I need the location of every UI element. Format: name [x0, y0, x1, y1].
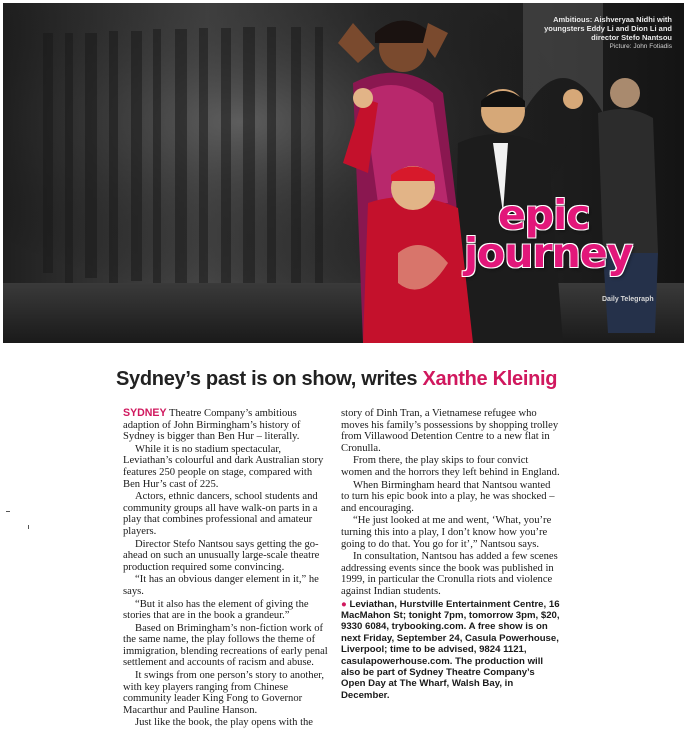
- paragraph: From there, the play skips to four convict women and the horrors they left behind in England.: [341, 455, 560, 478]
- feature-photo: [3, 3, 684, 343]
- paragraph: [123, 408, 329, 443]
- title-word-journey: journey: [464, 229, 633, 277]
- feature-title: [464, 191, 633, 277]
- paragraph: “It has an obvious danger element in it,” he says.: [123, 574, 319, 597]
- paragraph: “He just looked at me and went, ‘What, you’re turning this into a play, I don’t know how you’re going to do that. You go for it’,” Nantsou says.: [341, 515, 552, 550]
- paragraph: Based on Brimingham’s non-fiction work of the same name, the play follows the theme of immigration, blending recreations of early penal settlement and accounts of racism and abuse.: [123, 622, 328, 669]
- byline: Xanthe Kleinig: [422, 368, 558, 390]
- headline-text: Sydney’s past is on show, writes: [116, 368, 423, 390]
- bullet-icon: ●: [341, 598, 347, 610]
- article-column-2: [341, 408, 560, 702]
- masthead-label: Daily Telegraph: [602, 296, 654, 303]
- event-info-text: Leviathan, Hurstville Entertainment Centre, 16 MacMahon St; tonight 7pm, tomorrow 3pm, $20, 9330 6084, trybooking.com. A free show is on next Friday, September 24, Casula Powerhouse, Liverpool; time to be advised, 9824 1121, casulapowerhouse.com. The production will also be part of Sydney Theatre Company’s Open Day at The Wharf, Walsh Bay, in December.: [341, 598, 560, 701]
- paragraph-text: Theatre Company’s ambitious adaption of John Birmingham’s history of Sydney is bigger than Ben Hur – literally.: [123, 408, 301, 443]
- event-info: [341, 599, 560, 702]
- article-headline: [116, 368, 557, 391]
- paragraph: Actors, ethnic dancers, school students and community groups all have walk-on parts in a play that combines professional and amateur players.: [123, 491, 318, 537]
- paragraph: It swings from one person’s story to another, with key players ranging from Chinese community leader King Fong to Governor Macarthur and Pauline Hanson.: [123, 670, 325, 716]
- print-mark: [28, 525, 29, 529]
- paragraph: Director Stefo Nantsou says getting the go-ahead on such an unusually large-scale theatre production required some convincing.: [123, 538, 320, 573]
- title-word-epic: epic: [498, 191, 590, 239]
- article-column-1: [123, 408, 329, 730]
- paragraph: In consultation, Nantsou has added a few scenes addressing events since the book was published in 1999, in particular the Cronulla riots and violence against Indian students.: [341, 551, 558, 597]
- paragraph: While it is no stadium spectacular, Leviathan’s colourful and dark Australian story features 250 people on stage, compared with Ben Hur’s cast of 225.: [123, 443, 324, 490]
- paragraph: “But it also has the element of giving the stories that are in the book a grandeur.”: [123, 598, 309, 622]
- paragraph: story of Dinh Tran, a Vietnamese refugee who moves his family’s possessions by shopping trolley from Villawood Detention Centre to a new flat in Cronulla.: [341, 408, 559, 454]
- dateline: SYDNEY: [123, 407, 167, 419]
- photo-credit: Picture: John Fotiadis: [609, 43, 672, 50]
- photo-illustration: [3, 3, 684, 343]
- caption-text: Ambitious: Aishveryaa Nidhi with youngsters Eddy Li and Dion Li and director Stefo Nantsou: [544, 15, 672, 42]
- print-mark: [6, 511, 10, 512]
- photo-caption: [522, 15, 672, 51]
- paragraph: When Birmingham heard that Nantsou wanted to turn his epic book into a play, he was shocked – and encouraging.: [341, 479, 555, 514]
- paragraph: Just like the book, the play opens with the: [135, 717, 314, 729]
